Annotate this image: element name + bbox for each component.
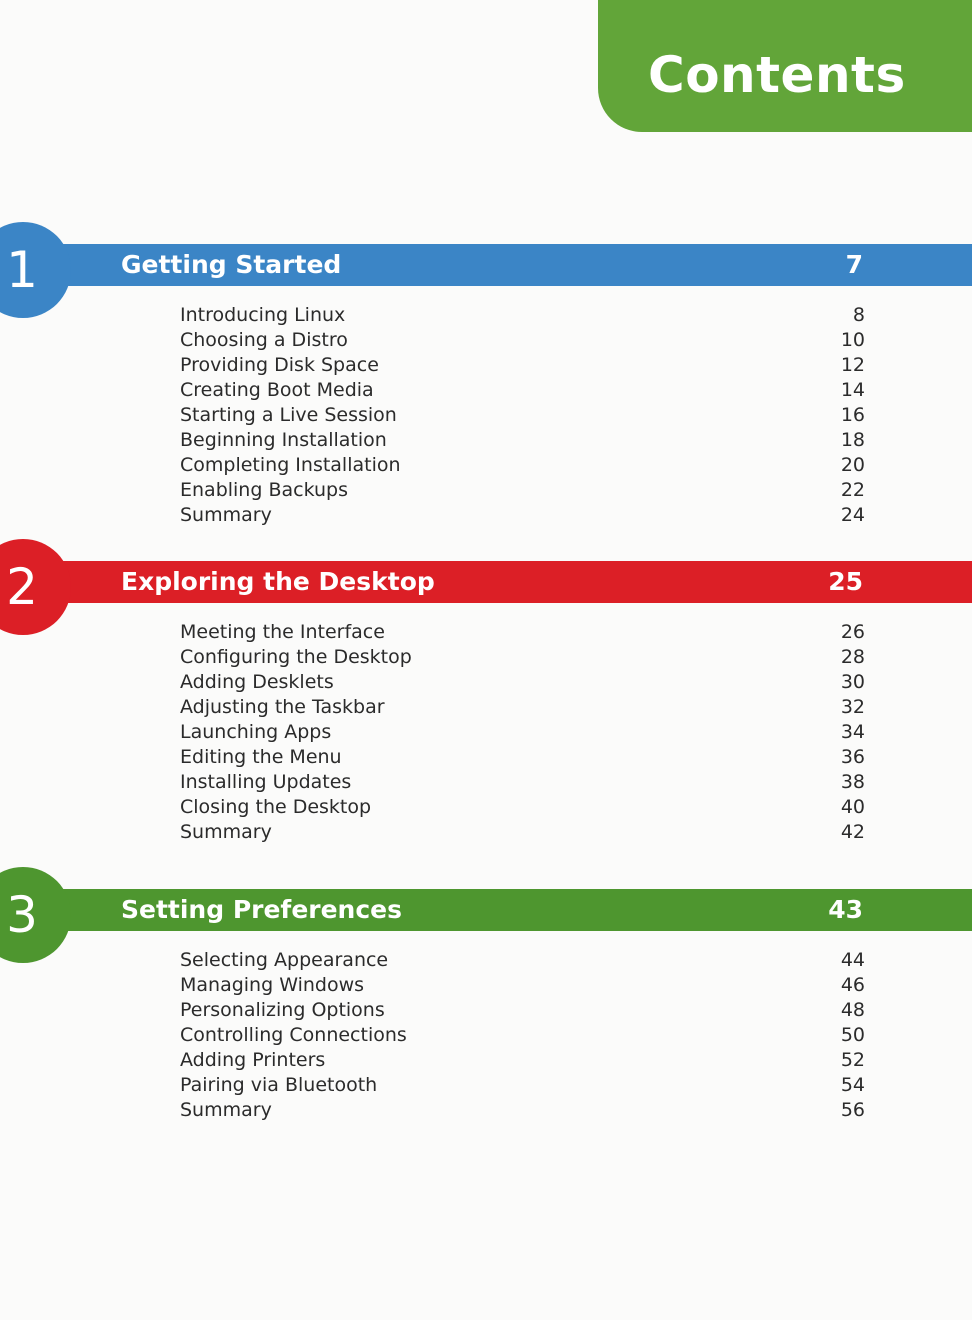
toc-entry-page: 26 <box>840 620 865 643</box>
toc-entry-page: 28 <box>840 645 865 668</box>
toc-entry-page: 46 <box>840 973 865 996</box>
toc-entry-title: Providing Disk Space <box>180 353 379 376</box>
chapter-page-number: 43 <box>828 895 863 924</box>
toc-entry-title: Choosing a Distro <box>180 328 348 351</box>
toc-entry[interactable] <box>180 302 865 327</box>
page-title: Contents <box>648 46 906 104</box>
toc-entry[interactable] <box>180 1072 865 1097</box>
toc-entry-page: 16 <box>840 403 865 426</box>
toc-entry-title: Summary <box>180 1098 272 1121</box>
toc-entry-page: 56 <box>840 1098 865 1121</box>
toc-entry[interactable] <box>180 502 865 527</box>
toc-entry[interactable] <box>180 1022 865 1047</box>
toc-entry-title: Enabling Backups <box>180 478 348 501</box>
toc-entry-title: Introducing Linux <box>180 303 346 326</box>
toc-entry-page: 32 <box>840 695 865 718</box>
toc-entry-title: Pairing via Bluetooth <box>180 1073 378 1096</box>
toc-entry-page: 38 <box>840 770 865 793</box>
chapter-entries <box>180 302 865 527</box>
toc-entry-title: Adding Printers <box>180 1048 326 1071</box>
chapter-page-number: 25 <box>828 567 863 596</box>
toc-entry[interactable] <box>180 327 865 352</box>
toc-entry-page: 10 <box>840 328 865 351</box>
toc-entry-title: Selecting Appearance <box>180 948 389 971</box>
toc-entry-page: 34 <box>840 720 865 743</box>
toc-entry-page: 42 <box>840 820 865 843</box>
toc-entry[interactable] <box>180 744 865 769</box>
toc-entry-page: 14 <box>840 378 865 401</box>
toc-entry-title: Installing Updates <box>180 770 352 793</box>
chapter-number: 2 <box>6 558 38 616</box>
chapter-page-number: 7 <box>845 250 863 279</box>
toc-entry-title: Controlling Connections <box>180 1023 407 1046</box>
toc-entry-page: 8 <box>852 303 865 326</box>
toc-entry-page: 18 <box>840 428 865 451</box>
toc-entry-title: Creating Boot Media <box>180 378 374 401</box>
toc-entry[interactable] <box>180 769 865 794</box>
toc-entry-page: 54 <box>840 1073 865 1096</box>
toc-entry[interactable] <box>180 352 865 377</box>
toc-entry[interactable] <box>180 477 865 502</box>
toc-entry-page: 22 <box>840 478 865 501</box>
toc-entry-title: Editing the Menu <box>180 745 342 768</box>
toc-entry[interactable] <box>180 794 865 819</box>
toc-entry-page: 52 <box>840 1048 865 1071</box>
toc-entry-title: Adjusting the Taskbar <box>180 695 385 718</box>
toc-entry-page: 20 <box>840 453 865 476</box>
toc-entry-title: Launching Apps <box>180 720 332 743</box>
toc-entry-title: Summary <box>180 503 272 526</box>
toc-entry-page: 30 <box>840 670 865 693</box>
toc-entry-page: 44 <box>840 948 865 971</box>
toc-entry-title: Starting a Live Session <box>180 403 397 426</box>
toc-entry[interactable] <box>180 719 865 744</box>
toc-entry[interactable] <box>180 694 865 719</box>
chapter-title[interactable]: Exploring the Desktop <box>121 567 435 596</box>
chapter-entries <box>180 947 865 1122</box>
toc-entry-title: Managing Windows <box>180 973 365 996</box>
toc-entry[interactable] <box>180 1047 865 1072</box>
toc-entry-title: Configuring the Desktop <box>180 645 412 668</box>
toc-entry-page: 48 <box>840 998 865 1021</box>
toc-entry[interactable] <box>180 452 865 477</box>
toc-entry-page: 40 <box>840 795 865 818</box>
toc-entry-page: 36 <box>840 745 865 768</box>
toc-entry[interactable] <box>180 997 865 1022</box>
toc-entry-title: Summary <box>180 820 272 843</box>
toc-entry-title: Completing Installation <box>180 453 401 476</box>
toc-entry-title: Personalizing Options <box>180 998 385 1021</box>
toc-entry[interactable] <box>180 669 865 694</box>
toc-entry[interactable] <box>180 377 865 402</box>
toc-entry[interactable] <box>180 427 865 452</box>
toc-entry[interactable] <box>180 1097 865 1122</box>
chapter-number: 1 <box>6 241 38 299</box>
toc-entry[interactable] <box>180 619 865 644</box>
toc-entry[interactable] <box>180 644 865 669</box>
toc-entry[interactable] <box>180 972 865 997</box>
toc-entry[interactable] <box>180 947 865 972</box>
toc-entry[interactable] <box>180 819 865 844</box>
toc-entry-page: 12 <box>840 353 865 376</box>
chapter-entries <box>180 619 865 844</box>
toc-entry-title: Closing the Desktop <box>180 795 372 818</box>
toc-entry-title: Meeting the Interface <box>180 620 385 643</box>
toc-entry-title: Beginning Installation <box>180 428 387 451</box>
toc-entry-title: Adding Desklets <box>180 670 334 693</box>
chapter-title[interactable]: Getting Started <box>121 250 342 279</box>
toc-entry[interactable] <box>180 402 865 427</box>
chapter-title[interactable]: Setting Preferences <box>121 895 403 924</box>
toc-entry-page: 50 <box>840 1023 865 1046</box>
chapter-number: 3 <box>6 886 38 944</box>
toc-entry-page: 24 <box>840 503 865 526</box>
